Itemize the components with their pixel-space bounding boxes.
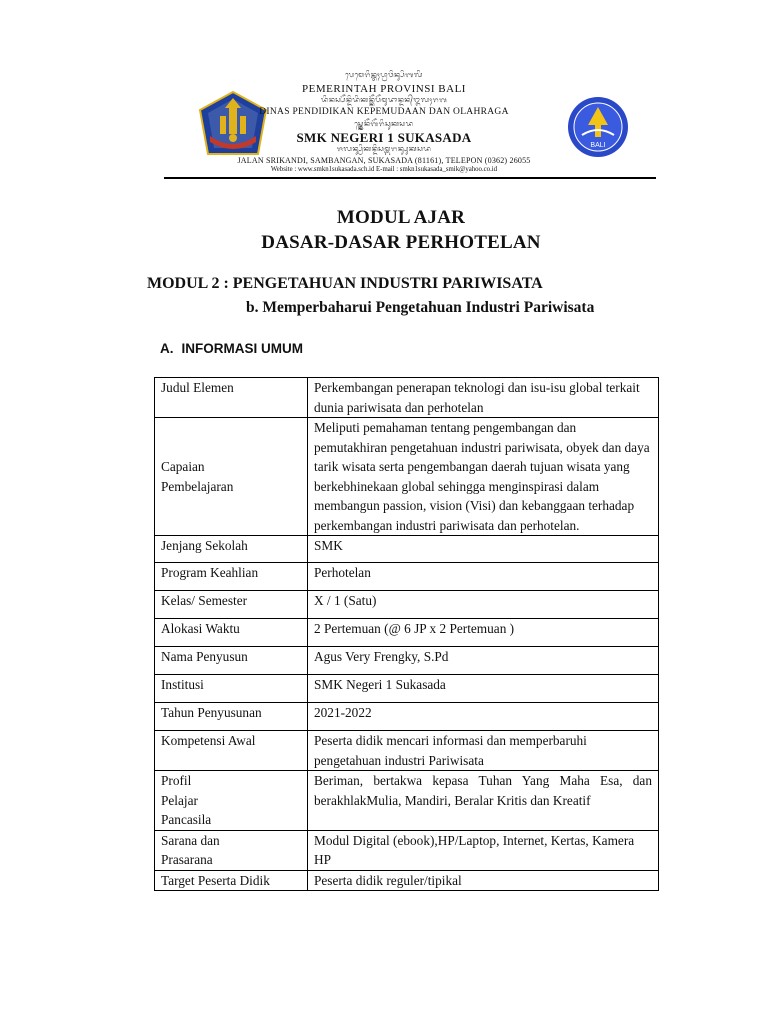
school-address: JALAN SRIKANDI, SAMBANGAN, SUKASADA (81161), TELEPON (0362) 26055 <box>237 156 531 165</box>
school-name: SMK NEGERI 1 SUKASADA <box>296 130 472 145</box>
row-value: Meliputi pemahaman tentang pengembangan dan pemutakhiran pengetahuan industri pariwisata, obyek dan daya tarik wisata serta pengembangan daerah tujuan wisata yang berkebhinekaan global sehingga menginspirasi dalam membangun passion, vision (Visi) dan kebanggaan terhadap perkembangan industri pariwisata dan perhotelan. <box>308 418 659 536</box>
table-row <box>155 675 659 703</box>
balinese-script-line: ᬚᬮᬦ᭄ᬲ᭄ᬭᬶᬓᬦ᭄ᬤᬶᬲᬫ᭄ᬩᬗᬦ᭄ᬲᬸᬓᬲᬤ <box>336 145 432 153</box>
section-title: INFORMASI UMUM <box>181 341 303 356</box>
row-value: Modul Digital (ebook),HP/Laptop, Internet, Kertas, Kamera HP <box>308 830 659 870</box>
row-key: Judul Elemen <box>155 378 308 418</box>
document-subtitle: DASAR-DASAR PERHOTELAN <box>261 232 541 253</box>
row-value: 2021-2022 <box>308 703 659 731</box>
table-row <box>155 830 659 870</box>
balinese-script-line: ᬧᬾᬫᬾᬭᬶᬦ᭄ᬢᬄᬧ᭄ᬭᬵᬯᬶᬦ᭄ᬲᬶᬩᬮᬶ <box>345 71 423 79</box>
school-logo-text: BALI <box>590 142 606 149</box>
row-value: Agus Very Frengky, S.Pd <box>308 647 659 675</box>
row-key: Kelas/ Semester <box>155 591 308 619</box>
row-key-line: Sarana dan <box>161 832 220 848</box>
section-letter: A. <box>160 341 174 356</box>
row-key: Jenjang Sekolah <box>155 536 308 563</box>
row-key <box>155 771 308 831</box>
section-heading <box>160 341 311 356</box>
row-key: Alokasi Waktu <box>155 619 308 647</box>
table-row <box>155 536 659 563</box>
general-info-table <box>154 377 659 891</box>
table-row <box>155 563 659 591</box>
row-value: SMK <box>308 536 659 563</box>
balinese-script-line: ᬤᬶᬦᬲ᭄ᬧᭂᬦ᭄ᬤᬶᬤᬶᬓᬦ᭄ᬓᭂᬧᭂᬫᬸᬤᬵᬦ᭄ᬤᬦ᭄ᬑᬮᬄᬭᬕ <box>320 96 448 104</box>
row-key <box>155 418 308 536</box>
row-value: Perhotelan <box>308 563 659 591</box>
document-title: MODUL AJAR <box>336 207 466 228</box>
row-key: Program Keahlian <box>155 563 308 591</box>
table-row <box>155 591 659 619</box>
table-row <box>155 771 659 831</box>
table-row <box>155 378 659 418</box>
row-key-line: Pancasila <box>161 812 212 827</box>
department-name: DINAS PENDIDIKAN KEPEMUDAAN DAN OLAHRAGA <box>259 107 509 117</box>
row-key-line: Pembelajaran <box>161 478 234 494</box>
table-row <box>155 647 659 675</box>
table-row <box>155 731 659 771</box>
school-website-email: Website : www.smkn1sukasada.sch.id E-mail : smkn1sukasada_smik@yahoo.co.id <box>270 166 498 173</box>
row-key: Tahun Penyusunan <box>155 703 308 731</box>
row-value: X / 1 (Satu) <box>308 591 659 619</box>
row-key-line: Pelajar <box>161 792 198 808</box>
row-value: SMK Negeri 1 Sukasada <box>308 675 659 703</box>
row-value: Beriman, bertakwa kepasa Tuhan Yang Maha Esa, dan berakhlakMulia, Mandiri, Beralar Kritis dan Kreatif <box>308 771 659 831</box>
module-title: MODUL 2 : PENGETAHUAN INDUSTRI PARIWISATA <box>147 275 543 292</box>
letterhead-divider <box>164 177 656 179</box>
row-key-line: Prasarana <box>161 852 213 867</box>
row-key: Kompetensi Awal <box>155 731 308 771</box>
row-value: Peserta didik reguler/tipikal <box>308 870 659 891</box>
row-value: Perkembangan penerapan teknologi dan isu-isu global terkait dunia pariwisata dan perhotelan <box>308 378 659 418</box>
table-row <box>155 703 659 731</box>
balinese-script-line: ᬲ᭄ᬫ᭄ᬓᬾᬦᭂᬕᭂᬭᬶᬲᬸᬓᬲᬤ <box>354 120 414 128</box>
row-key: Institusi <box>155 675 308 703</box>
table-row <box>155 619 659 647</box>
row-key: Target Peserta Didik <box>155 870 308 891</box>
row-value: Peserta didik mencari informasi dan memperbaruhi pengetahuan industri Pariwisata <box>308 731 659 771</box>
submodule-title: b. Memperbaharui Pengetahuan Industri Pariwisata <box>246 299 595 316</box>
row-value: 2 Pertemuan (@ 6 JP x 2 Pertemuan ) <box>308 619 659 647</box>
row-key-line: Capaian <box>161 459 205 474</box>
table-row <box>155 418 659 536</box>
row-key-line: Profil <box>161 773 192 788</box>
government-name: PEMERINTAH PROVINSI BALI <box>302 83 466 95</box>
row-key <box>155 830 308 870</box>
row-key: Nama Penyusun <box>155 647 308 675</box>
table-row <box>155 870 659 891</box>
